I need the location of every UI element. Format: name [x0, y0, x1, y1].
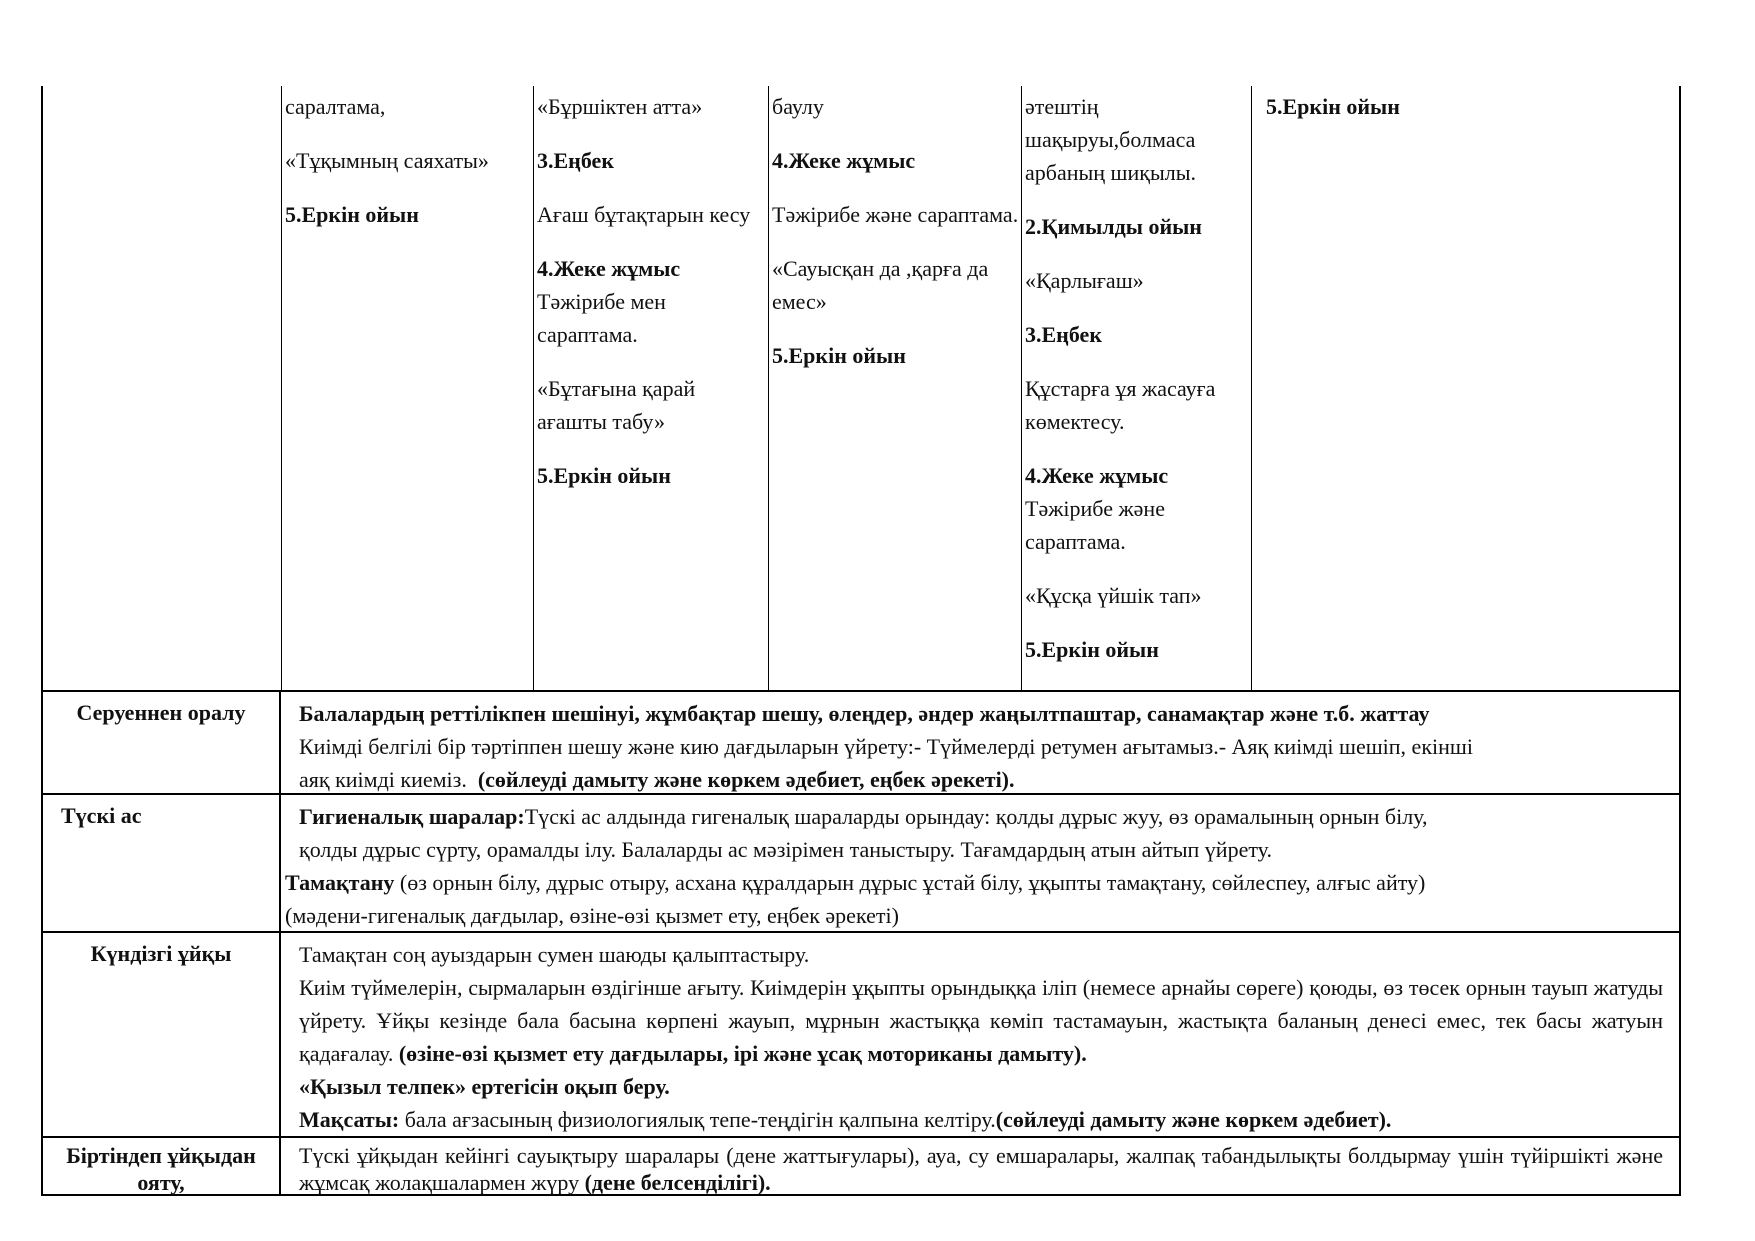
column-5 [1251, 86, 1679, 690]
col3-heading-free: 5.Еркін ойын [772, 343, 906, 368]
row-content [281, 692, 1679, 793]
col5-heading-free: 5.Еркін ойын [1266, 94, 1400, 119]
col4-game: «Қарлығаш» [1025, 268, 1144, 293]
row-label: Түскі ас [43, 795, 281, 931]
row-label: Күндізгі ұйқы [43, 933, 281, 1136]
activity-columns [41, 86, 1681, 690]
row-content [281, 933, 1679, 1136]
nap-story: «Қызыл телпек» ертегісін оқып беру. [299, 1074, 670, 1099]
empty-label-cell [43, 86, 281, 690]
column-4 [1021, 86, 1251, 690]
col4-text: әтештің шақыруы,болмаса арбаның шиқылы. [1025, 94, 1196, 185]
col1-text: саралтама, [285, 94, 386, 119]
col2-heading-individual: 4.Жеке жұмыс [537, 256, 681, 281]
col3-individual-text: Тәжірибе және сараптама. [772, 202, 1019, 227]
column-1 [281, 86, 533, 690]
col2-heading-labor: 3.Еңбек [537, 148, 614, 173]
col3-game: «Сауысқан да ,қарға да емес» [772, 256, 989, 314]
row-lunch [41, 793, 1681, 931]
row-label: Біртіндеп ұйқыдан ояту, [43, 1138, 281, 1194]
row-content: Түскі ұйқыдан кейінгі сауықтыру шаралары (дене жаттығулары), ауа, су емшаралары, жалпақ табандылықты болдырмау үшін түйіршікті және жұмсақ жолақшалармен жүру (дене белсенділігі). [299, 1143, 1663, 1195]
return-text-line2: аяқ киімді киеміз. (сөйлеуді дамыту және көркем әдебиет, еңбек әрекеті). [299, 767, 1015, 792]
col4-heading-movement: 2.Қимылды ойын [1025, 214, 1202, 239]
col2-game: «Бұршіктен атта» [537, 94, 703, 119]
lunch-line4: (мәдени-гигеналық дағдылар, өзіне-өзі қызмет ету, еңбек әрекеті) [285, 903, 899, 928]
col2-individual-text: Тәжірибе мен сараптама. [537, 289, 666, 347]
row-day-nap [41, 931, 1681, 1136]
column-3 [768, 86, 1021, 690]
lunch-line3: Тамақтану (өз орнын білу, дұрыс отыру, асхана құралдарын дұрыс ұстай білу, ұқыпты тамақтану, сөйлеспеу, алғыс айту) [285, 870, 1426, 895]
col2-heading-free: 5.Еркін ойын [537, 463, 671, 488]
col1-heading: 5.Еркін ойын [285, 202, 419, 227]
col4-heading-labor: 3.Еңбек [1025, 322, 1102, 347]
row-content [281, 795, 1679, 931]
lunch-line2: қолды дұрыс сүрту, орамалды ілу. Балаларды ас мәзірімен таныстыру. Тағамдардың атын айтып үйрету. [299, 837, 1272, 862]
col2-labor-text: Ағаш бұтақтарын кесу [537, 202, 751, 227]
row-gradual-wakeup [41, 1136, 1681, 1196]
col1-game: «Тұқымның саяхаты» [285, 148, 489, 173]
col3-text: баулу [772, 94, 824, 119]
return-bold-line: Балалардың реттілікпен шешінуі, жұмбақтар шешу, өлеңдер, әндер жаңылтпаштар, санамақтар және т.б. жаттау [299, 701, 1430, 726]
return-text-line1: Киімді белгілі бір тәртіппен шешу және кию дағдыларын үйрету:- Түймелерді ретумен ағытамыз.- Аяқ киімді шешіп, екінші [299, 734, 1473, 759]
column-2 [533, 86, 768, 690]
col4-heading-individual: 4.Жеке жұмыс [1025, 463, 1169, 488]
col3-heading-individual: 4.Жеке жұмыс [772, 148, 916, 173]
col4-individual-text: Тәжірибе және сараптама. [1025, 496, 1165, 554]
col2-game2: «Бұтағына қарай ағашты табу» [537, 376, 696, 434]
nap-goal: Мақсаты: бала ағзасының физиологиялық тепе-теңдігін қалпына келтіру.(сөйлеуді дамыту және көркем әдебиет). [299, 1107, 1392, 1132]
col4-heading-free: 5.Еркін ойын [1025, 637, 1159, 662]
nap-paragraph: Киім түймелерін, сырмаларын өздігінше ағыту. Киімдерін ұқыпты орындыққа іліп (немесе арнайы сөреге) қоюды, өз төсек орнын тауып жатуды үйрету. Ұйқы кезінде бала басына көрпені жауып, мұрнын жастыққа көміп тастамауын, жастықта баланың денесі емес, тек басы жатуын қадағалау. (өзіне-өзі қызмет ету дағдылары, ірі және ұсақ моториканы дамыту). [299, 975, 1663, 1066]
row-label: Серуеннен оралу [43, 692, 281, 793]
col4-labor-text: Құстарға ұя жасауға көмектесу. [1025, 376, 1216, 434]
col4-game2: «Құсқа үйшік тап» [1025, 583, 1202, 608]
row-return-from-walk [41, 690, 1681, 793]
nap-line1: Тамақтан соң ауыздарын сумен шаюды қалыптастыру. [299, 942, 810, 967]
lunch-line1: Гигиеналық шаралар:Түскі ас алдында гигеналық шараларды орындау: қолды дұрыс жуу, өз орамалының орнын білу, [299, 804, 1428, 829]
